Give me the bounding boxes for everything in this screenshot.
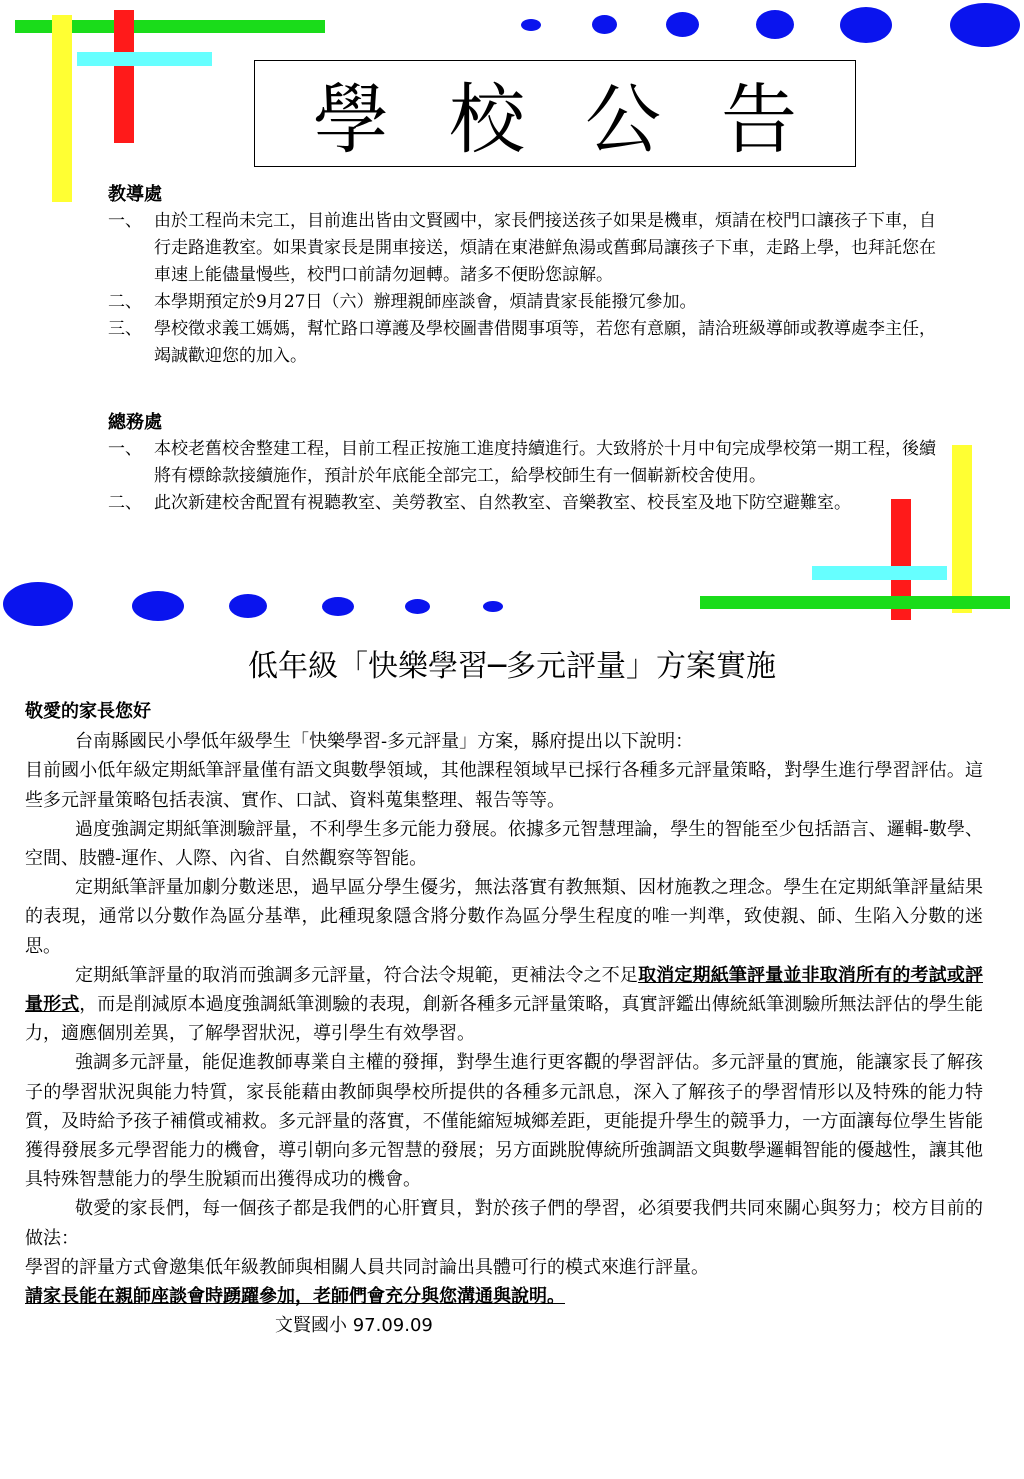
letter-greeting: 敬愛的家長您好 bbox=[25, 701, 151, 722]
item-text: 由於工程尚未完工，目前進出皆由文賢國中，家長們接送孩子如果是機車，煩請在校門口讓孩子下車，自行走路進教室。如果貴家長是開車接送，煩請在東港鮮魚湯或舊郵局讓孩子下車，走路上學，也拜託您在車速上能儘量慢些，校門口前請勿迴轉。諸多不便盼您諒解。 bbox=[154, 211, 936, 285]
paragraph-intro: 台南縣國民小學低年級學生「快樂學習-多元評量」方案，縣府提出以下說明： bbox=[75, 731, 694, 753]
deco-bar-green-bottom bbox=[700, 596, 1010, 609]
deco-dot bbox=[405, 599, 430, 614]
notice-general-affairs-section bbox=[108, 409, 950, 517]
letter-title: 低年級「快樂學習─多元評量」方案實施 bbox=[247, 649, 777, 684]
item-text: 本校老舊校舍整建工程，目前工程正按施工進度持續進行。大致將於十月中旬完成學校第一期工程，後續將有標餘款接續施作，預計於年底能全部完工，給學校師生有一個嶄新校舍使用。 bbox=[154, 439, 936, 486]
deco-dot bbox=[3, 582, 73, 626]
item-number: 三、 bbox=[108, 319, 142, 339]
paragraph: 學習的評量方式會邀集低年級教師與相關人員共同討論出具體可行的模式來進行評量。 bbox=[25, 1256, 709, 1278]
item-number: 二、 bbox=[108, 493, 142, 513]
section-heading: 總務處 bbox=[108, 412, 162, 433]
deco-bar-cyan-right bbox=[812, 566, 947, 580]
list-item bbox=[108, 316, 950, 370]
paragraph-current-status: 目前國小低年級定期紙筆評量僅有語文與數學領域，其他課程領域早已採行各種多元評量策略，對學生進行學習評估。這些多元評量策略包括表演、實作、口試、資料蒐集整理、報告等等。 bbox=[25, 760, 983, 811]
deco-bar-yellow-left bbox=[52, 15, 72, 202]
item-text: 本學期預定於9月27日（六）辦理親師座談會，煩請貴家長能撥冗參加。 bbox=[154, 292, 697, 312]
deco-dot bbox=[592, 15, 617, 34]
paragraph-text: 定期紙筆評量的取消而強調多元評量，符合法令規範，更補法令之不足 bbox=[75, 964, 639, 986]
paragraph: 定期紙筆評量加劇分數迷思，過早區分學生優劣，無法落實有教無類、因材施教之理念。學生在定期紙筆評量結果的表現，通常以分數作為區分基準，此種現象隱含將分數作為區分學生程度的唯一判準，致使親、師、生陷入分數的迷思。 bbox=[25, 877, 983, 957]
list-item bbox=[108, 208, 950, 289]
paragraph-text: ，而是削減原本過度強調紙筆測驗的表現，創新各種多元評量策略，真實評鑑出傳統紙筆測驗所無法評估的學生能力，適應個別差異，了解學習狀況，導引學生有效學習。 bbox=[25, 994, 983, 1045]
notice-title: 學校公告 bbox=[313, 75, 857, 164]
deco-dot bbox=[950, 3, 1020, 47]
deco-bar-cyan-left bbox=[77, 52, 212, 66]
list-item bbox=[108, 289, 950, 316]
paragraph: 敬愛的家長們，每一個孩子都是我們的心肝寶貝，對於孩子們的學習，必須要我們共同來關心與努力；校方目前的做法： bbox=[25, 1198, 983, 1249]
paragraph: 強調多元評量，能促進教師專業自主權的發揮，對學生進行更客觀的學習評估。多元評量的實施，能讓家長了解孩子的學習狀況與能力特質，家長能藉由教師與學校所提供的各種多元訊息，深入了解孩子的學習情形以及特殊的能力特質，及時給予孩子補償或補救。多元評量的落實，不僅能縮短城鄉差距，更能提升學生的競爭力，一方面讓每位學生皆能獲得發展多元學習能力的機會，導引朝向多元智慧的發展；另方面跳脫傳統所強調語文與數學邏輯智能的優越性，讓其他具特殊智慧能力的學生脫穎而出獲得成功的機會。 bbox=[25, 1052, 983, 1191]
deco-dot bbox=[322, 597, 354, 616]
item-number: 一、 bbox=[108, 211, 142, 231]
notice-title-box bbox=[254, 60, 856, 167]
deco-dot bbox=[666, 12, 699, 37]
deco-bar-red-left bbox=[114, 10, 134, 143]
deco-bar-yellow-right bbox=[952, 445, 972, 613]
deco-dot bbox=[840, 7, 892, 43]
item-number: 一、 bbox=[108, 439, 142, 459]
paragraph-emphasis bbox=[25, 961, 983, 1049]
item-text: 此次新建校舍配置有視聽教室、美勞教室、自然教室、音樂教室、校長室及地下防空避難室。 bbox=[154, 493, 851, 513]
letter-body bbox=[25, 697, 983, 1340]
deco-dot bbox=[756, 10, 794, 39]
signature: 文賢國小 97.09.09 bbox=[275, 1315, 433, 1337]
deco-dot bbox=[229, 594, 267, 618]
deco-dot bbox=[483, 601, 503, 612]
invitation-text: 請家長能在親師座談會時踴躍參加，老師們會充分與您溝通與說明。 bbox=[25, 1286, 565, 1308]
paragraph: 過度強調定期紙筆測驗評量，不利學生多元能力發展。依據多元智慧理論，學生的智能至少包括語言、邏輯-數學、空間、肢體-運作、人際、內省、自然觀察等智能。 bbox=[25, 818, 983, 870]
list-item bbox=[108, 490, 888, 517]
list-item bbox=[108, 436, 950, 490]
deco-dot bbox=[521, 19, 541, 31]
item-number: 二、 bbox=[108, 292, 142, 312]
notice-academic-section bbox=[108, 181, 950, 370]
emphasis-text: 取消定期紙筆評量並非取消所有的考試或評量形式 bbox=[25, 964, 983, 1016]
section-heading: 教導處 bbox=[108, 184, 162, 205]
item-text: 學校徵求義工媽媽，幫忙路口導護及學校圖書借閱事項等，若您有意願，請洽班級導師或教導處李主任，竭誠歡迎您的加入。 bbox=[154, 319, 936, 366]
deco-dot bbox=[132, 591, 184, 621]
